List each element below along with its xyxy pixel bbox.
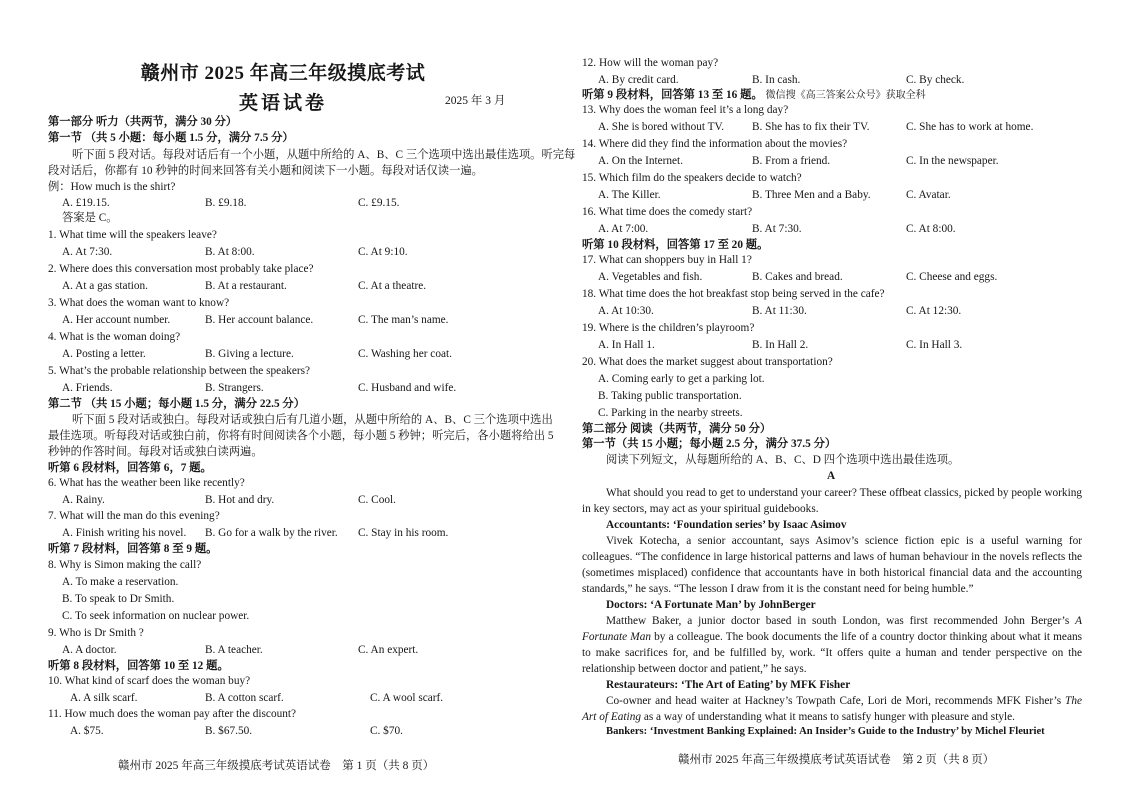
q7-option-b: B. Go for a walk by the river. — [205, 527, 338, 539]
q12-option-c: C. By check. — [906, 74, 965, 86]
q2-option-a: A. At a gas station. — [62, 280, 148, 292]
q5-option-a: A. Friends. — [62, 382, 113, 394]
part2-heading: 第二部分 阅读（共两节，满分 50 分） — [582, 423, 772, 435]
question-9: 9. Who is Dr Smith ? — [48, 627, 144, 639]
q18-option-b: B. At 11:30. — [752, 305, 807, 317]
q10-option-c: C. A wool scarf. — [370, 692, 444, 704]
material-6-heading: 听第 6 段材料，回答第 6，7 题。 — [48, 462, 212, 474]
page-1-footer: 赣州市 2025 年高三年级摸底考试英语试卷 第 1 页（共 8 页） — [118, 760, 435, 772]
q16-option-b: B. At 7:30. — [752, 223, 802, 235]
question-12: 12. How will the woman pay? — [582, 57, 719, 69]
q18-option-a: A. At 10:30. — [598, 305, 654, 317]
example-question: 例：How much is the shirt? — [48, 181, 176, 193]
question-15: 15. Which film do the speakers decide to watch? — [582, 172, 802, 184]
question-8: 8. Why is Simon making the call? — [48, 559, 202, 571]
q16-option-c: C. At 8:00. — [906, 223, 956, 235]
q20-option-c: C. Parking in the nearby streets. — [598, 407, 743, 419]
section2-instructions-line3: 秒钟的作答时间。每段对话或独白读两遍。 — [48, 446, 263, 458]
q10-option-b: B. A cotton scarf. — [205, 692, 284, 704]
example-answer: 答案是 C。 — [62, 212, 118, 224]
question-18: 18. What time does the hot breakfast stop being served in the cafe? — [582, 288, 885, 300]
q20-option-a: A. Coming early to get a parking lot. — [598, 373, 765, 385]
material-9-heading: 听第 9 段材料，回答第 13 至 16 题。 — [582, 89, 763, 101]
q3-option-c: C. The man’s name. — [358, 314, 449, 326]
q9-option-c: C. An expert. — [358, 644, 419, 656]
question-14: 14. Where did they find the information about the movies? — [582, 138, 848, 150]
restaurateurs-text-start: Co-owner and head waiter at Hackney’s Towpath Cafe, Lori de Mori, recommends MFK Fisher’s — [606, 695, 1066, 707]
section2-instructions-line1: 听下面 5 段对话或独白。每段对话或独白后有几道小题，从题中所给的 A、B、C 三个选项中选出 — [72, 414, 553, 426]
question-1: 1. What time will the speakers leave? — [48, 229, 217, 241]
exam-date: 2025 年 3 月 — [445, 95, 506, 107]
restaurateurs-paragraph — [582, 693, 1082, 725]
q19-option-b: B. In Hall 2. — [752, 339, 809, 351]
doctors-paragraph — [582, 613, 1082, 677]
page-2 — [566, 0, 1131, 800]
q13-option-c: C. She has to work at home. — [906, 121, 1034, 133]
section2-heading: 第二节 （共 15 小题；每小题 1.5 分，满分 22.5 分） — [48, 398, 306, 410]
part2-instructions: 阅读下列短文，从每题所给的 A、B、C、D 四个选项中选出最佳选项。 — [606, 454, 960, 466]
question-16: 16. What time does the comedy start? — [582, 206, 753, 218]
q5-option-b: B. Strangers. — [205, 382, 264, 394]
q15-option-b: B. Three Men and a Baby. — [752, 189, 871, 201]
q3-option-a: A. Her account number. — [62, 314, 171, 326]
accountants-paragraph: Vivek Kotecha, a senior accountant, says Asimov’s science fiction epic is a useful warning for colleagues. “The confidence in large historical patterns and laws of human behaviour in the novels reflects the (sometimes misplaced) confidence that accountants have in both historical financial data and the accounting standards,” he says. “The lesson I draw from it is the constant need for being humble.” — [582, 535, 1082, 595]
q6-option-c: C. Cool. — [358, 494, 396, 506]
q1-option-a: A. At 7:30. — [62, 246, 113, 258]
q4-option-b: B. Giving a lecture. — [205, 348, 294, 360]
section1-instructions-line2: 段对话后，你都有 10 秒钟的时间来回答有关小题和阅读下一小题。每段对话仅读一遍。 — [48, 165, 483, 177]
q8-option-b: B. To speak to Dr Smith. — [62, 593, 175, 605]
part1-heading: 第一部分 听力（共两节，满分 30 分） — [48, 116, 238, 128]
q11-option-c: C. $70. — [370, 725, 403, 737]
section1-heading: 第一节 （共 5 小题：每小题 1.5 分，满分 7.5 分） — [48, 132, 294, 144]
doctors-book-title: A Fortunate Man — [582, 615, 1082, 643]
q14-option-c: C. In the newspaper. — [906, 155, 999, 167]
q8-option-c: C. To seek information on nuclear power. — [62, 610, 250, 622]
q11-option-a: A. $75. — [70, 725, 104, 737]
q12-option-b: B. In cash. — [752, 74, 801, 86]
q13-option-a: A. She is bored without TV. — [598, 121, 725, 133]
watermark-text: 微信搜《高三答案公众号》获取全科 — [765, 90, 926, 101]
q2-option-b: B. At a restaurant. — [205, 280, 287, 292]
restaurateurs-book-title: The Art of Eating — [582, 695, 1082, 723]
q19-option-a: A. In Hall 1. — [598, 339, 655, 351]
q4-option-c: C. Washing her coat. — [358, 348, 452, 360]
q5-option-c: C. Husband and wife. — [358, 382, 457, 394]
q7-option-c: C. Stay in his room. — [358, 527, 449, 539]
q9-option-b: B. A teacher. — [205, 644, 263, 656]
passage-letter: A — [827, 470, 836, 482]
q1-option-b: B. At 8:00. — [205, 246, 255, 258]
section2-instructions-line2: 最佳选项。听每段对话或独白前，你将有时间阅读各个小题，每小题 5 秒钟；听完后，各小题将给出 5 — [48, 430, 554, 442]
doctors-text-end: by a colleague. The book documents the life of a country doctor thinking about what it means to make sacrifices for, and be fulfilled by, work. “It offers quite a human and tender perspective on the relationship between doctor and patient,” he says. — [582, 631, 1083, 675]
q15-option-c: C. Avatar. — [906, 189, 951, 201]
example-option-a: A. £19.15. — [62, 197, 110, 209]
material-8-heading: 听第 8 段材料，回答第 10 至 12 题。 — [48, 660, 229, 672]
material-10-heading: 听第 10 段材料，回答第 17 至 20 题。 — [582, 239, 769, 251]
doctors-heading: Doctors: ‘A Fortunate Man’ by JohnBerger — [606, 599, 816, 611]
example-option-b: B. £9.18. — [205, 197, 247, 209]
q17-option-c: C. Cheese and eggs. — [906, 271, 998, 283]
q12-option-a: A. By credit card. — [598, 74, 679, 86]
q19-option-c: C. In Hall 3. — [906, 339, 963, 351]
exam-subject-title: 英语试卷 — [238, 93, 327, 114]
q1-option-c: C. At 9:10. — [358, 246, 408, 258]
q14-option-b: B. From a friend. — [752, 155, 831, 167]
q14-option-a: A. On the Internet. — [598, 155, 684, 167]
q13-option-b: B. She has to fix their TV. — [752, 121, 870, 133]
question-19: 19. Where is the children’s playroom? — [582, 322, 755, 334]
q11-option-b: B. $67.50. — [205, 725, 253, 737]
q6-option-a: A. Rainy. — [62, 494, 105, 506]
doctors-text-start: Matthew Baker, a junior doctor based in south London, was first recommended John Berger’s — [606, 615, 1076, 627]
q17-option-b: B. Cakes and bread. — [752, 271, 843, 283]
exam-title: 赣州市 2025 年高三年级摸底考试 — [140, 63, 426, 84]
q7-option-a: A. Finish writing his novel. — [62, 527, 187, 539]
material-7-heading: 听第 7 段材料，回答第 8 至 9 题。 — [48, 543, 218, 555]
accountants-heading: Accountants: ‘Foundation series’ by Isaac Asimov — [606, 519, 847, 531]
restaurateurs-heading: Restaurateurs: ‘The Art of Eating’ by MFK Fisher — [606, 679, 851, 691]
material-9-line — [582, 88, 926, 103]
q15-option-a: A. The Killer. — [598, 189, 661, 201]
section1-instructions-line1: 听下面 5 段对话。每段对话后有一个小题，从题中所给的 A、B、C 三个选项中选出最佳选项。听完每 — [72, 149, 576, 161]
q18-option-c: C. At 12:30. — [906, 305, 962, 317]
passage-intro: What should you read to get to understand your career? These offbeat classics, picked by people working in key sectors, may act as your spiritual guidebooks. — [582, 487, 1082, 515]
question-7: 7. What will the man do this evening? — [48, 510, 220, 522]
restaurateurs-text-end: as a way of understanding what it means to satisfy hunger with pleasure and style. — [641, 711, 1015, 723]
question-4: 4. What is the woman doing? — [48, 331, 181, 343]
q10-option-a: A. A silk scarf. — [70, 692, 138, 704]
question-2: 2. Where does this conversation most probably take place? — [48, 263, 314, 275]
question-17: 17. What can shoppers buy in Hall 1? — [582, 254, 752, 266]
q3-option-b: B. Her account balance. — [205, 314, 314, 326]
part2-section1-heading: 第一节（共 15 小题；每小题 2.5 分，满分 37.5 分） — [582, 438, 837, 450]
q8-option-a: A. To make a reservation. — [62, 576, 179, 588]
q2-option-c: C. At a theatre. — [358, 280, 427, 292]
question-10: 10. What kind of scarf does the woman buy? — [48, 675, 251, 687]
question-13: 13. Why does the woman feel it’s a long day? — [582, 104, 789, 116]
q17-option-a: A. Vegetables and fish. — [598, 271, 703, 283]
q20-option-b: B. Taking public transportation. — [598, 390, 742, 402]
question-5: 5. What’s the probable relationship between the speakers? — [48, 365, 311, 377]
q6-option-b: B. Hot and dry. — [205, 494, 275, 506]
example-option-c: C. £9.15. — [358, 197, 400, 209]
page-2-footer: 赣州市 2025 年高三年级摸底考试英语试卷 第 2 页（共 8 页） — [678, 754, 995, 766]
q16-option-a: A. At 7:00. — [598, 223, 649, 235]
question-11: 11. How much does the woman pay after the discount? — [48, 708, 297, 720]
question-6: 6. What has the weather been like recently? — [48, 477, 245, 489]
bankers-heading: Bankers: ‘Investment Banking Explained: An Insider’s Guide to the Industry’ by Michel Fleuriet — [606, 726, 1045, 737]
q9-option-a: A. A doctor. — [62, 644, 117, 656]
q4-option-a: A. Posting a letter. — [62, 348, 146, 360]
question-20: 20. What does the market suggest about transportation? — [582, 356, 833, 368]
question-3: 3. What does the woman want to know? — [48, 297, 230, 309]
